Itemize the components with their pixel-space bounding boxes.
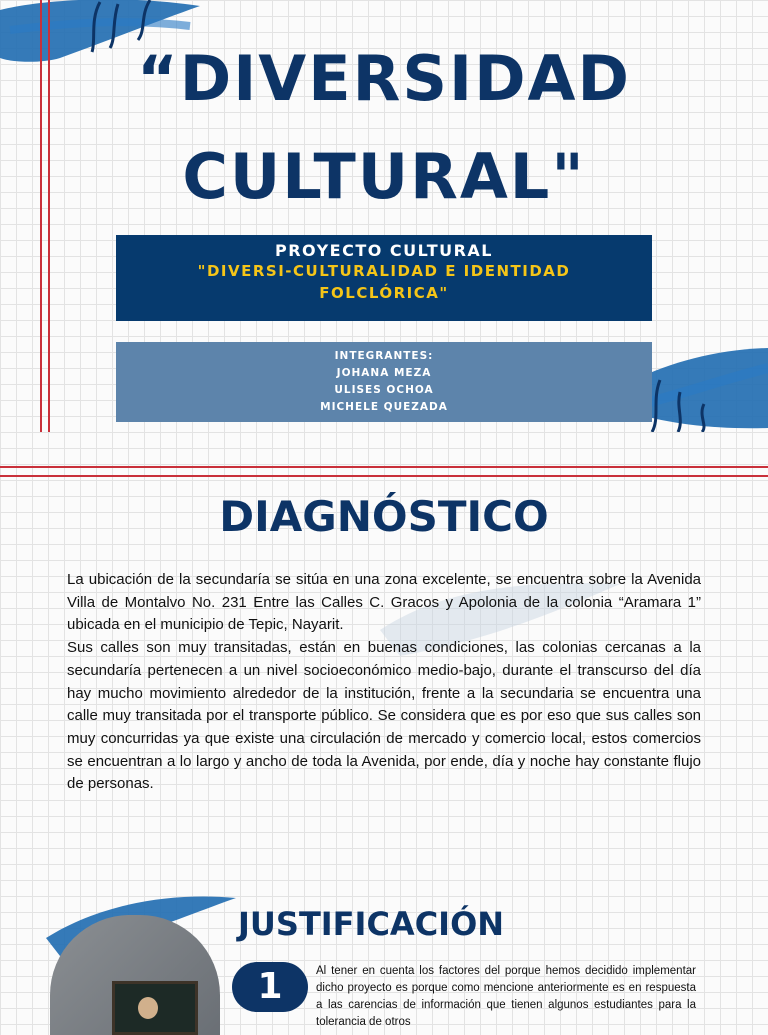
banner-label: PROYECTO CULTURAL	[274, 241, 493, 260]
members-box	[116, 342, 652, 422]
diagnostico-paragraph: Sus calles son muy transitadas, están en buenas condiciones, las colonias cercanas a la secundaría pertenecen a un nivel socioeconómico medio-bajo, durante el transcurso del día hay mucho movimiento alrededor de la institución, frente a la secundaria se encuentra una calle muy transitada por el transporte público. Se considera que es por eso que sus calles son muy concurridas ya que existe una circulación de mercado y comercio local, estos comercios se encuentran a lo largo y ancho de toda la Avenida, por ende, día y noche hay constante flujo de personas.	[67, 639, 701, 793]
page-separator-line	[0, 466, 768, 468]
justificacion-text: Al tener en cuenta los factores del porque hemos decidido implementar dicho proyecto es porque como mencione anteriormente es en respuesta a las carencias de información que tienen algunos estudiantes para la tolerancia de otros	[316, 965, 696, 1028]
banner-subtitle: "DIVERSI-CULTURALIDAD E IDENTIDAD FOLCLÓRICA"	[197, 262, 571, 302]
member-name: ULISES OCHOA	[334, 384, 434, 396]
diagnostico-paragraph: La ubicación de la secundaría se sitúa en una zona excelente, se encuentra sobre la Avenida Villa de Montalvo No. 231 Entre las Calles C. Gracos y Apolonia de la colonia “Aramara 1” ubicada en el municipio de Tepic, Nayarit.	[67, 571, 701, 634]
number-badge: 1	[232, 962, 308, 1012]
justificacion-title: JUSTIFICACIÓN	[238, 905, 505, 943]
diagnostico-title: DIAGNÓSTICO	[219, 492, 549, 541]
diagnostico-text	[67, 569, 701, 796]
project-banner	[116, 235, 652, 321]
members-label: INTEGRANTES:	[334, 350, 434, 362]
cover-title-line-1: “DIVERSIDAD	[137, 42, 631, 115]
member-name: MICHELE QUEZADA	[320, 401, 448, 413]
teacher-figure	[138, 997, 158, 1019]
page-separator-line	[0, 475, 768, 477]
cover-page	[0, 0, 768, 432]
cover-title-line-2: CULTURAL"	[182, 140, 586, 213]
member-name: JOHANA MEZA	[336, 367, 432, 379]
